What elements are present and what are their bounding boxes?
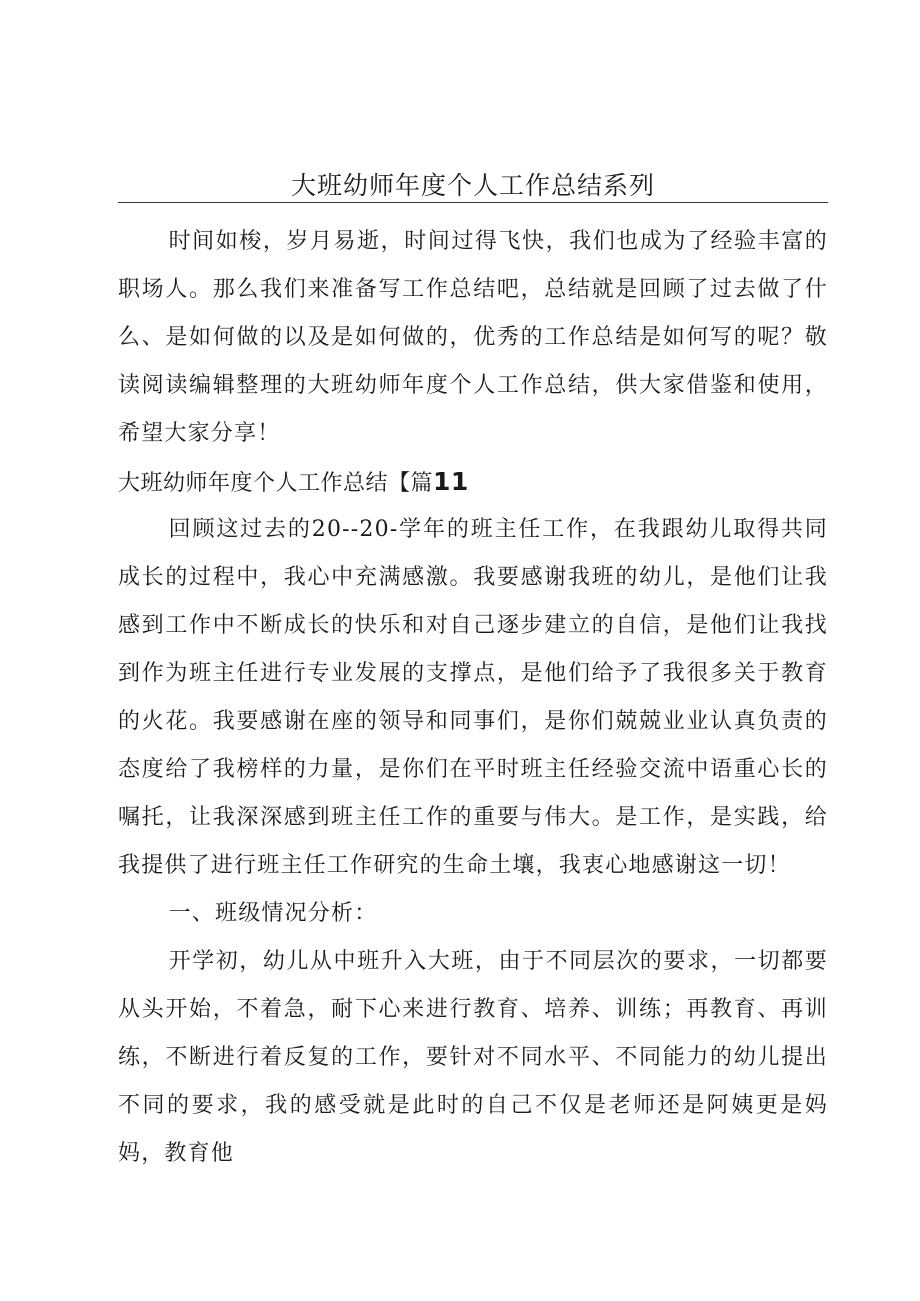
intro-paragraph: 时间如梭，岁月易逝，时间过得飞快，我们也成为了经验丰富的职场人。那么我们来准备写工作总结吧，总结就是回顾了过去做了什么、是如何做的以及是如何做的，优秀的工作总结是如何写的呢？敬读阅读编辑整理的大班幼师年度个人工作总结，供大家借鉴和使用，希望大家分享！ bbox=[118, 229, 828, 446]
document-title: 大班幼师年度个人工作总结系列 bbox=[290, 171, 655, 200]
body-paragraph-2: 开学初，幼儿从中班升入大班，由于不同层次的要求，一切都要从头开始，不着急，耐下心来进行教育、培养、训练；再教育、再训练，不断进行着反复的工作，要针对不同水平、不同能力的幼儿提出不同的要求，我的感受就是此时的自己不仅是老师还是阿姨更是妈妈，教育他 bbox=[118, 949, 828, 1166]
section-heading-number: 11 bbox=[433, 467, 469, 496]
body-paragraph-1: 回顾这过去的20--20-学年的班主任工作，在我跟幼儿取得共同成长的过程中，我心中充满感激。我要感谢我班的幼儿，是他们让我感到工作中不断成长的快乐和对自己逐步建立的自信，是他们让我找到作为班主任进行专业发展的支撑点，是他们给予了我很多关于教育的火花。我要感谢在座的领导和同事们，是你们兢兢业业认真负责的态度给了我榜样的力量，是你们在平时班主任经验交流中语重心长的嘱托，让我深深感到班主任工作的重要与伟大。是工作，是实践，给我提供了进行班主任工作研究的生命土壤，我衷心地感谢这一切！ bbox=[118, 517, 828, 878]
subheading-class-analysis: 一、班级情况分析： bbox=[168, 901, 378, 926]
title-underline bbox=[118, 202, 828, 203]
section-heading-text: 大班幼师年度个人工作总结【篇 bbox=[118, 471, 434, 496]
section-heading bbox=[118, 458, 828, 508]
